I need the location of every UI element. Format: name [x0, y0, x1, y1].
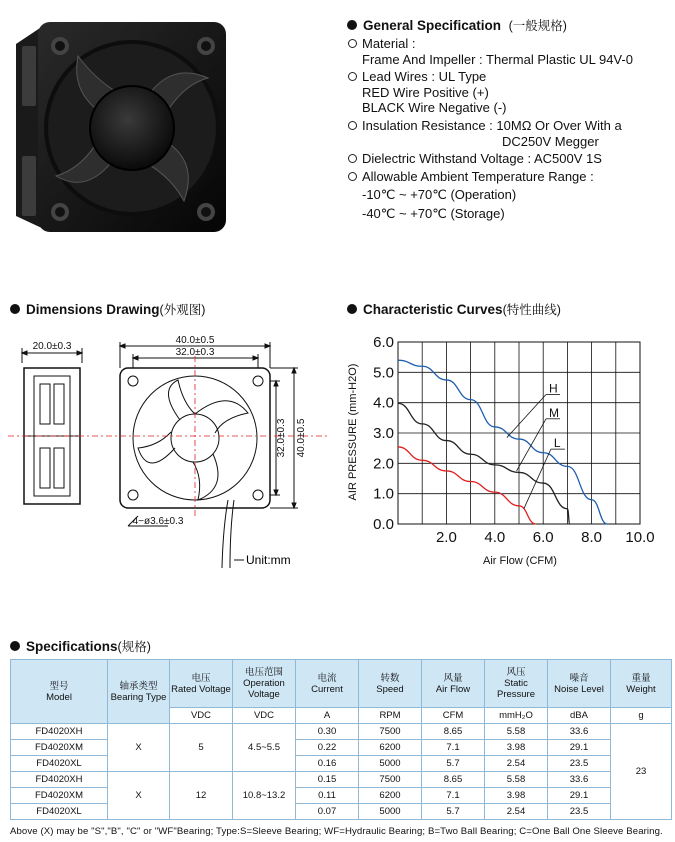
- hole-width-dimension: 32.0±0.3: [175, 347, 215, 358]
- current-cell: 0.07: [296, 804, 359, 820]
- header-weight: 重量 Weight: [611, 660, 672, 708]
- spec-item-dielectric: Dielectric Withstand Voltage : AC500V 1S: [347, 151, 667, 167]
- voltage-cell: 12: [170, 772, 233, 820]
- noise-cell: 23.5: [548, 804, 611, 820]
- range-cell: 4.5~5.5: [233, 724, 296, 772]
- model-cell: FD4020XH: [11, 724, 108, 740]
- unit-cell: A: [296, 708, 359, 724]
- y-tick-label: 1.0: [373, 485, 394, 503]
- current-cell: 0.15: [296, 772, 359, 788]
- current-cell: 0.16: [296, 756, 359, 772]
- series-pointer-H: [507, 395, 546, 438]
- general-spec-title: General Specification (一般规格): [347, 16, 567, 34]
- model-cell: FD4020XM: [11, 740, 108, 756]
- unit-label: Unit:mm: [246, 553, 291, 567]
- hole-height-dimension: 32.0±0.3: [276, 418, 287, 458]
- model-cell: FD4020XM: [11, 788, 108, 804]
- noise-cell: 29.1: [548, 788, 611, 804]
- chart-series: [398, 360, 607, 524]
- unit-cell: VDC: [233, 708, 296, 724]
- header-range: 电压范围 Operation Voltage: [233, 660, 296, 708]
- header-bearing: 轴承类型 Bearing Type: [108, 660, 170, 724]
- pressure-cell: 3.98: [485, 788, 548, 804]
- open-circle-bullet-icon: [348, 172, 357, 181]
- pressure-cell: 2.54: [485, 804, 548, 820]
- unit-cell: RPM: [359, 708, 422, 724]
- weight-cell: 23: [611, 724, 672, 820]
- bearing-footnote: Above (X) may be "S","B", "C" or "WF"Bearing; Type:S=Sleeve Bearing; WF=Hydraulic Bearing; B=Two Ball Bearing; C=One Ball One Sleeve Bearing.: [10, 826, 663, 837]
- speed-cell: 6200: [359, 740, 422, 756]
- open-circle-bullet-icon: [348, 121, 357, 130]
- unit-cell: g: [611, 708, 672, 724]
- current-cell: 0.11: [296, 788, 359, 804]
- outer-width-dimension: 40.0±0.5: [175, 335, 215, 346]
- voltage-cell: 5: [170, 724, 233, 772]
- x-axis-label: Air Flow (CFM): [483, 555, 557, 567]
- unit-cell: VDC: [170, 708, 233, 724]
- series-label-L: L: [553, 436, 561, 451]
- header-flow: 风量 Air Flow: [422, 660, 485, 708]
- open-circle-bullet-icon: [348, 39, 357, 48]
- speed-cell: 5000: [359, 804, 422, 820]
- flow-cell: 7.1: [422, 788, 485, 804]
- speed-cell: 5000: [359, 756, 422, 772]
- spec-item-lead-wires: Lead Wires : UL Type RED Wire Positive (+) BLACK Wire Negative (-): [347, 69, 667, 116]
- header-speed: 转数 Speed: [359, 660, 422, 708]
- speed-cell: 7500: [359, 772, 422, 788]
- bullet-dot-icon: [10, 641, 20, 651]
- model-cell: FD4020XH: [11, 772, 108, 788]
- outer-height-dimension: 40.0±0.5: [296, 418, 307, 458]
- curves-title: Characteristic Curves (特性曲线): [347, 300, 561, 318]
- unit-cell: dBA: [548, 708, 611, 724]
- bullet-dot-icon: [347, 20, 357, 30]
- y-tick-label: 3.0: [373, 425, 394, 442]
- y-tick-label: 0.0: [373, 516, 394, 533]
- side-view: [22, 348, 82, 504]
- depth-dimension: 20.0±0.3: [32, 341, 72, 352]
- x-tick-label: 4.0: [484, 529, 506, 546]
- series-label-H: H: [549, 381, 558, 396]
- table-header-row: [11, 660, 672, 708]
- range-cell: 10.8~13.2: [233, 772, 296, 820]
- model-cell: FD4020XL: [11, 804, 108, 820]
- series-pointer-L: [524, 449, 551, 509]
- table-row: [11, 772, 672, 788]
- y-tick-label: 6.0: [373, 334, 394, 351]
- dimensions-title: Dimensions Drawing (外观图): [10, 300, 205, 318]
- current-cell: 0.22: [296, 740, 359, 756]
- y-tick-label: 2.0: [373, 455, 394, 473]
- y-tick-label: 4.0: [373, 394, 394, 412]
- current-cell: 0.30: [296, 724, 359, 740]
- flow-cell: 8.65: [422, 772, 485, 788]
- header-noise: 噪音 Noise Level: [548, 660, 611, 708]
- series-label-M: M: [549, 405, 560, 420]
- front-view: [120, 342, 298, 568]
- noise-cell: 33.6: [548, 724, 611, 740]
- x-tick-label: 6.0: [532, 529, 554, 546]
- pressure-cell: 2.54: [485, 756, 548, 772]
- spec-item-insulation: Insulation Resistance : 10MΩ Or Over With a DC250V Megger: [347, 118, 667, 149]
- pressure-cell: 5.58: [485, 772, 548, 788]
- pressure-cell: 3.98: [485, 740, 548, 756]
- y-tick-label: 5.0: [373, 364, 394, 382]
- unit-cell: CFM: [422, 708, 485, 724]
- pressure-cell: 5.58: [485, 724, 548, 740]
- bullet-dot-icon: [10, 304, 20, 314]
- flow-cell: 5.7: [422, 756, 485, 772]
- series-line-L: [398, 447, 536, 524]
- speed-cell: 7500: [359, 724, 422, 740]
- bullet-dot-icon: [347, 304, 357, 314]
- model-cell: FD4020XL: [11, 756, 108, 772]
- x-tick-label: 10.0: [625, 529, 655, 546]
- y-axis-label: AIR PRESSURE (mm-H2O): [347, 363, 359, 501]
- x-tick-label: 2.0: [435, 529, 457, 546]
- header-pressure: 风压 Static Pressure: [485, 660, 548, 708]
- flow-cell: 8.65: [422, 724, 485, 740]
- bearing-cell: X: [108, 772, 170, 820]
- bearing-cell: X: [108, 724, 170, 772]
- spec-item-temperature: Allowable Ambient Temperature Range : -10℃ ~ +70℃ (Operation) -40℃ ~ +70℃ (Storage): [347, 169, 667, 222]
- dimensions-drawing: [8, 328, 328, 578]
- spec-item-material: Material : Frame And Impeller : Thermal Plastic UL 94V-0: [347, 36, 667, 67]
- flow-cell: 7.1: [422, 740, 485, 756]
- series-line-H: [398, 360, 607, 524]
- specifications-title: Specifications (规格): [10, 637, 151, 655]
- mounting-holes-dimension: 4−ø3.6±0.3: [132, 516, 184, 527]
- unit-cell: mmH₂O: [485, 708, 548, 724]
- noise-cell: 33.6: [548, 772, 611, 788]
- speed-cell: 6200: [359, 788, 422, 804]
- specifications-table: [10, 659, 672, 820]
- characteristic-curves-chart: [340, 330, 670, 580]
- general-spec-list: [347, 36, 667, 224]
- table-row: [11, 724, 672, 740]
- header-model: 型号 Model: [11, 660, 108, 724]
- flow-cell: 5.7: [422, 804, 485, 820]
- header-voltage: 电压 Rated Voltage: [170, 660, 233, 708]
- fan-product-image: [8, 16, 234, 238]
- open-circle-bullet-icon: [348, 72, 357, 81]
- open-circle-bullet-icon: [348, 154, 357, 163]
- x-tick-label: 8.0: [581, 529, 603, 546]
- header-current: 电流 Current: [296, 660, 359, 708]
- noise-cell: 29.1: [548, 740, 611, 756]
- noise-cell: 23.5: [548, 756, 611, 772]
